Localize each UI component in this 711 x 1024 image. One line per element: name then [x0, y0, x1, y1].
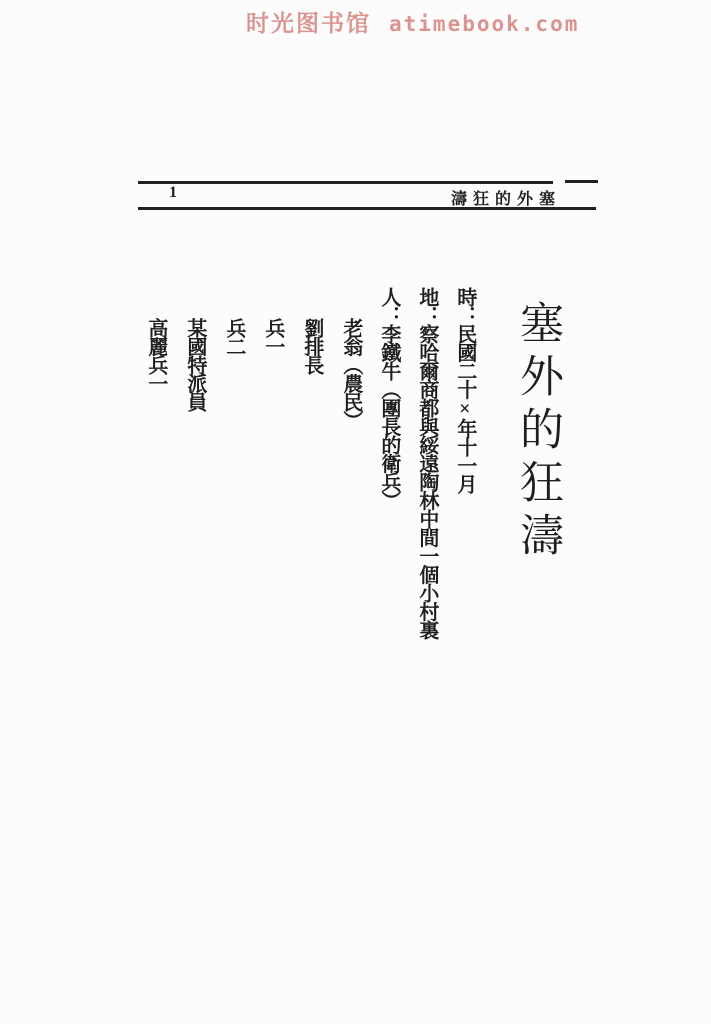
- running-head-book-title: 濤狂的外塞: [450, 191, 561, 208]
- cast-column-liu-paizhang: 劉排長: [300, 318, 323, 374]
- running-head-rule-top-right: [565, 180, 598, 183]
- cast-column-soldier-2: 兵二: [222, 318, 245, 355]
- running-head-rule-top: [138, 181, 553, 184]
- cast-column-korean-soldier: 高麗兵一: [144, 318, 167, 392]
- watermark-site-url: atimebook.com: [389, 12, 580, 36]
- meta-characters-column: 人：李鐵牛（團長的衛兵）: [377, 287, 400, 509]
- meta-time-column: 時：民國二十×年十一月: [453, 287, 476, 493]
- book-title-column: 塞外的狂濤: [513, 300, 562, 565]
- cast-column-soldier-1: 兵一: [261, 318, 284, 355]
- title-page-content: [145, 287, 560, 707]
- cast-column-laoweng: 老翁（農民）: [339, 318, 362, 429]
- page-number: 1: [169, 184, 177, 201]
- library-watermark: [246, 5, 579, 38]
- watermark-library-name: 时光图书馆: [246, 10, 371, 36]
- cast-column-envoy: 某國特派員: [183, 318, 206, 411]
- meta-place-column: 地：察哈爾商都與綏遠陶林中間一個小村裏: [415, 287, 438, 639]
